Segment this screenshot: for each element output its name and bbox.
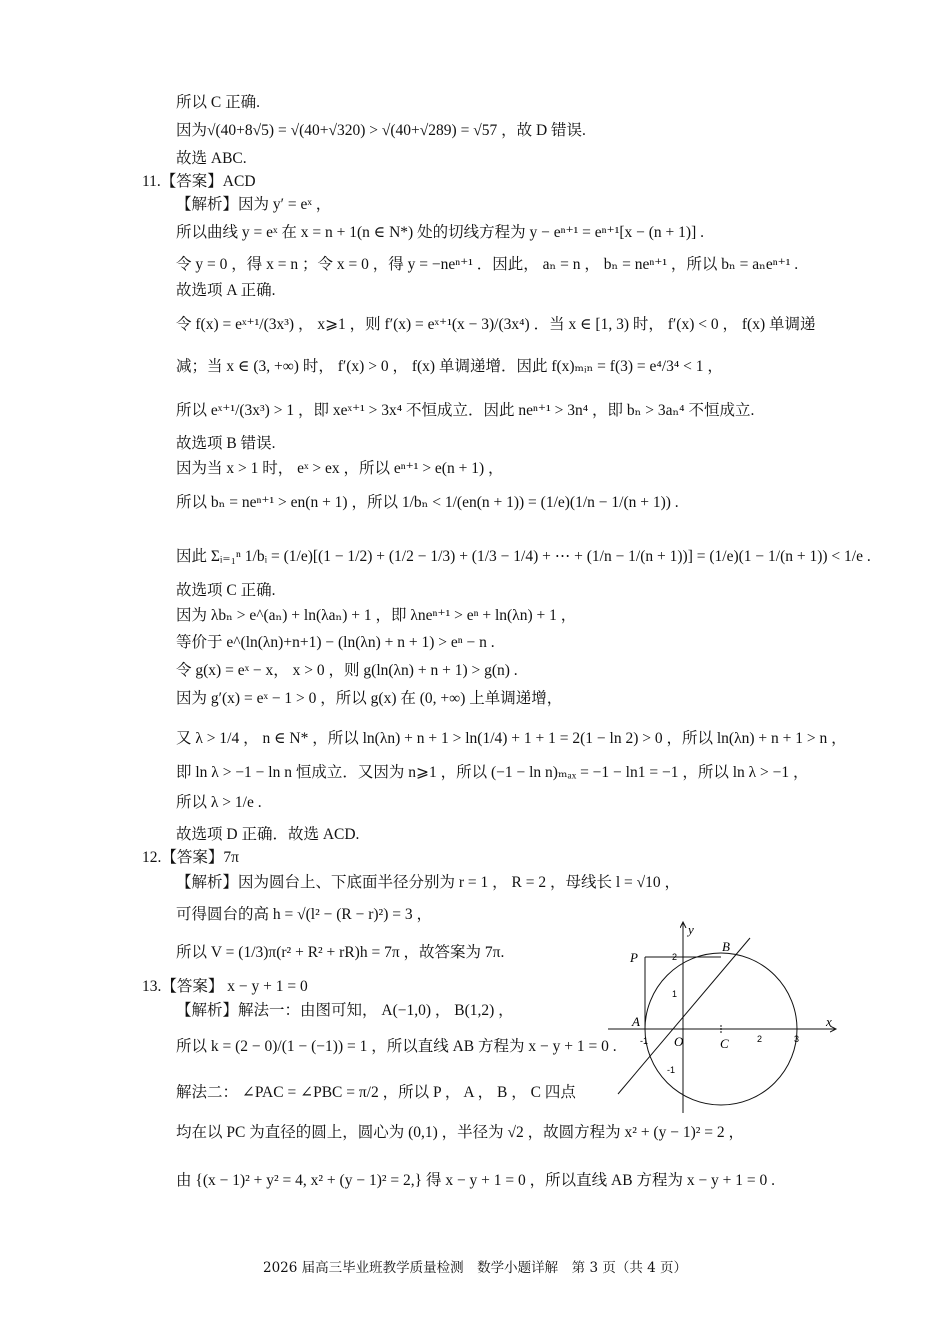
text-line: 故选项 D 正确．故选 ACD. bbox=[176, 826, 360, 843]
text-line: 解法二： ∠PAC = ∠PBC = π/2 ，所以 P ， A ， B ， C 四点 bbox=[176, 1084, 576, 1101]
x-tick-label: 2 bbox=[757, 1034, 763, 1044]
text-line: 【解析】因为圆台上、下底面半径分别为 r = 1 ， R = 2 ，母线长 l = √10 ， bbox=[176, 874, 681, 891]
x-axis-label: x bbox=[826, 1014, 832, 1029]
text-line: 故选项 A 正确. bbox=[176, 282, 276, 299]
text-line: 即 ln λ > −1 − ln n 恒成立．又因为 n⩾1 ，所以 (−1 − ln n)ₘₐₓ = −1 − ln1 = −1 ，所以 ln λ > −1 ， bbox=[176, 764, 809, 781]
point-c-label: C bbox=[720, 1036, 729, 1051]
x-tick-label: 3 bbox=[794, 1034, 800, 1044]
text-line: 所以 λ > 1/e . bbox=[176, 794, 262, 811]
text-line: 故选项 C 正确. bbox=[176, 582, 276, 599]
text-line: 令 f(x) = eˣ⁺¹/(3x³) ， x⩾1 ，则 f′(x) = eˣ⁺¹(x − 3)/(3x⁴) ．当 x ∈ [1, 3) 时， f′(x) < 0 ， f(x) 单调递 bbox=[176, 316, 816, 333]
text-line: 故选 ABC. bbox=[176, 150, 247, 167]
question-13-answer: 13.【答案】 x − y + 1 = 0 bbox=[142, 978, 308, 995]
text-line: 令 y = 0 ，得 x = n ；令 x = 0 ，得 y = −neⁿ⁺¹ ．因此， aₙ = n ， bₙ = neⁿ⁺¹ ，所以 bₙ = aₙeⁿ⁺¹ . bbox=[176, 256, 799, 273]
text-line: 因为√(40+8√5) = √(40+√320) > √(40+√289) = √57 ，故 D 错误. bbox=[176, 122, 586, 139]
point-p-label: P bbox=[630, 950, 638, 965]
text-line: 可得圆台的高 h = √(l² − (R − r)²) = 3 ， bbox=[176, 906, 432, 923]
x-tick-label: -1 bbox=[640, 1036, 649, 1046]
text-line: 等价于 e^(ln(λn)+n+1) − (ln(λn) + n + 1) > eⁿ − n . bbox=[176, 634, 495, 651]
text-line: 【解析】因为 y′ = eˣ ， bbox=[176, 196, 332, 213]
text-line: 所以 eˣ⁺¹/(3x³) > 1 ，即 xeˣ⁺¹ > 3x⁴ 不恒成立．因此 neⁿ⁺¹ > 3n⁴ ，即 bₙ > 3aₙ⁴ 不恒成立. bbox=[176, 402, 755, 419]
text-line: 因为当 x > 1 时， eˣ > ex ，所以 eⁿ⁺¹ > e(n + 1) ， bbox=[176, 460, 504, 477]
question-12-answer: 12.【答案】7π bbox=[142, 849, 239, 866]
text-line: 所以 C 正确. bbox=[176, 94, 260, 111]
text-line: 故选项 B 错误. bbox=[176, 435, 276, 452]
text-line: 因为 λbₙ > e^(aₙ) + ln(λaₙ) + 1 ，即 λneⁿ⁺¹ > eⁿ + ln(λn) + 1 ， bbox=[176, 607, 577, 624]
point-a-label: A bbox=[632, 1014, 640, 1029]
page-footer: 2026 届高三毕业班教学质量检测 数学小题详解 第 3 页（共 4 页） bbox=[263, 1260, 687, 1276]
text-line: 所以 V = (1/3)π(r² + R² + rR)h = 7π ，故答案为 7π. bbox=[176, 944, 505, 961]
y-axis-label: y bbox=[688, 922, 694, 937]
origin-label: O bbox=[674, 1034, 684, 1049]
text-line: 【解析】解法一：由图可知， A(−1,0) ， B(1,2) ， bbox=[176, 1002, 514, 1019]
text-line: 所以曲线 y = eˣ 在 x = n + 1(n ∈ N*) 处的切线方程为 y − eⁿ⁺¹ = eⁿ⁺¹[x − (n + 1)] . bbox=[176, 224, 704, 241]
point-b-label: B bbox=[722, 939, 730, 954]
text-line: 由 {(x − 1)² + y² = 4, x² + (y − 1)² = 2,} 得 x − y + 1 = 0 ，所以直线 AB 方程为 x − y + 1 = 0 . bbox=[176, 1172, 776, 1189]
y-tick-label: -1 bbox=[667, 1065, 676, 1075]
y-tick-label: 2 bbox=[672, 952, 678, 962]
text-line: 减；当 x ∈ (3, +∞) 时， f′(x) > 0 ， f(x) 单调递增．因此 f(x)ₘᵢₙ = f(3) = e⁴/3⁴ < 1 ， bbox=[176, 358, 723, 375]
coordinate-figure bbox=[600, 918, 845, 1118]
text-line: 因为 g′(x) = eˣ − 1 > 0 ，所以 g(x) 在 (0, +∞) 上单调递增， bbox=[176, 690, 563, 707]
text-line: 又 λ > 1/4 ， n ∈ N* ，所以 ln(λn) + n + 1 > ln(1/4) + 1 + 1 = 2(1 − ln 2) > 0 ，所以 ln(λn) + n + 1 > n ， bbox=[176, 730, 847, 747]
text-line: 所以 bₙ = neⁿ⁺¹ > en(n + 1) ，所以 1/bₙ < 1/(en(n + 1)) = (1/e)(1/n − 1/(n + 1)) . bbox=[176, 494, 679, 511]
y-tick-label: 1 bbox=[672, 989, 678, 999]
text-line: 因此 Σᵢ₌₁ⁿ 1/bᵢ = (1/e)[(1 − 1/2) + (1/2 − 1/3) + (1/3 − 1/4) + ⋯ + (1/n − 1/(n + 1))] = (1/e)(1 − 1/(n + 1)) < 1/e . bbox=[176, 548, 871, 565]
text-line: 令 g(x) = eˣ − x， x > 0 ，则 g(ln(λn) + n + 1) > g(n) . bbox=[176, 662, 518, 679]
question-11-answer: 11.【答案】ACD bbox=[142, 173, 256, 190]
text-line: 均在以 PC 为直径的圆上，圆心为 (0,1) ，半径为 √2 ，故圆方程为 x² + (y − 1)² = 2 ， bbox=[176, 1124, 745, 1141]
text-line: 所以 k = (2 − 0)/(1 − (−1)) = 1 ，所以直线 AB 方程为 x − y + 1 = 0 . bbox=[176, 1038, 617, 1055]
